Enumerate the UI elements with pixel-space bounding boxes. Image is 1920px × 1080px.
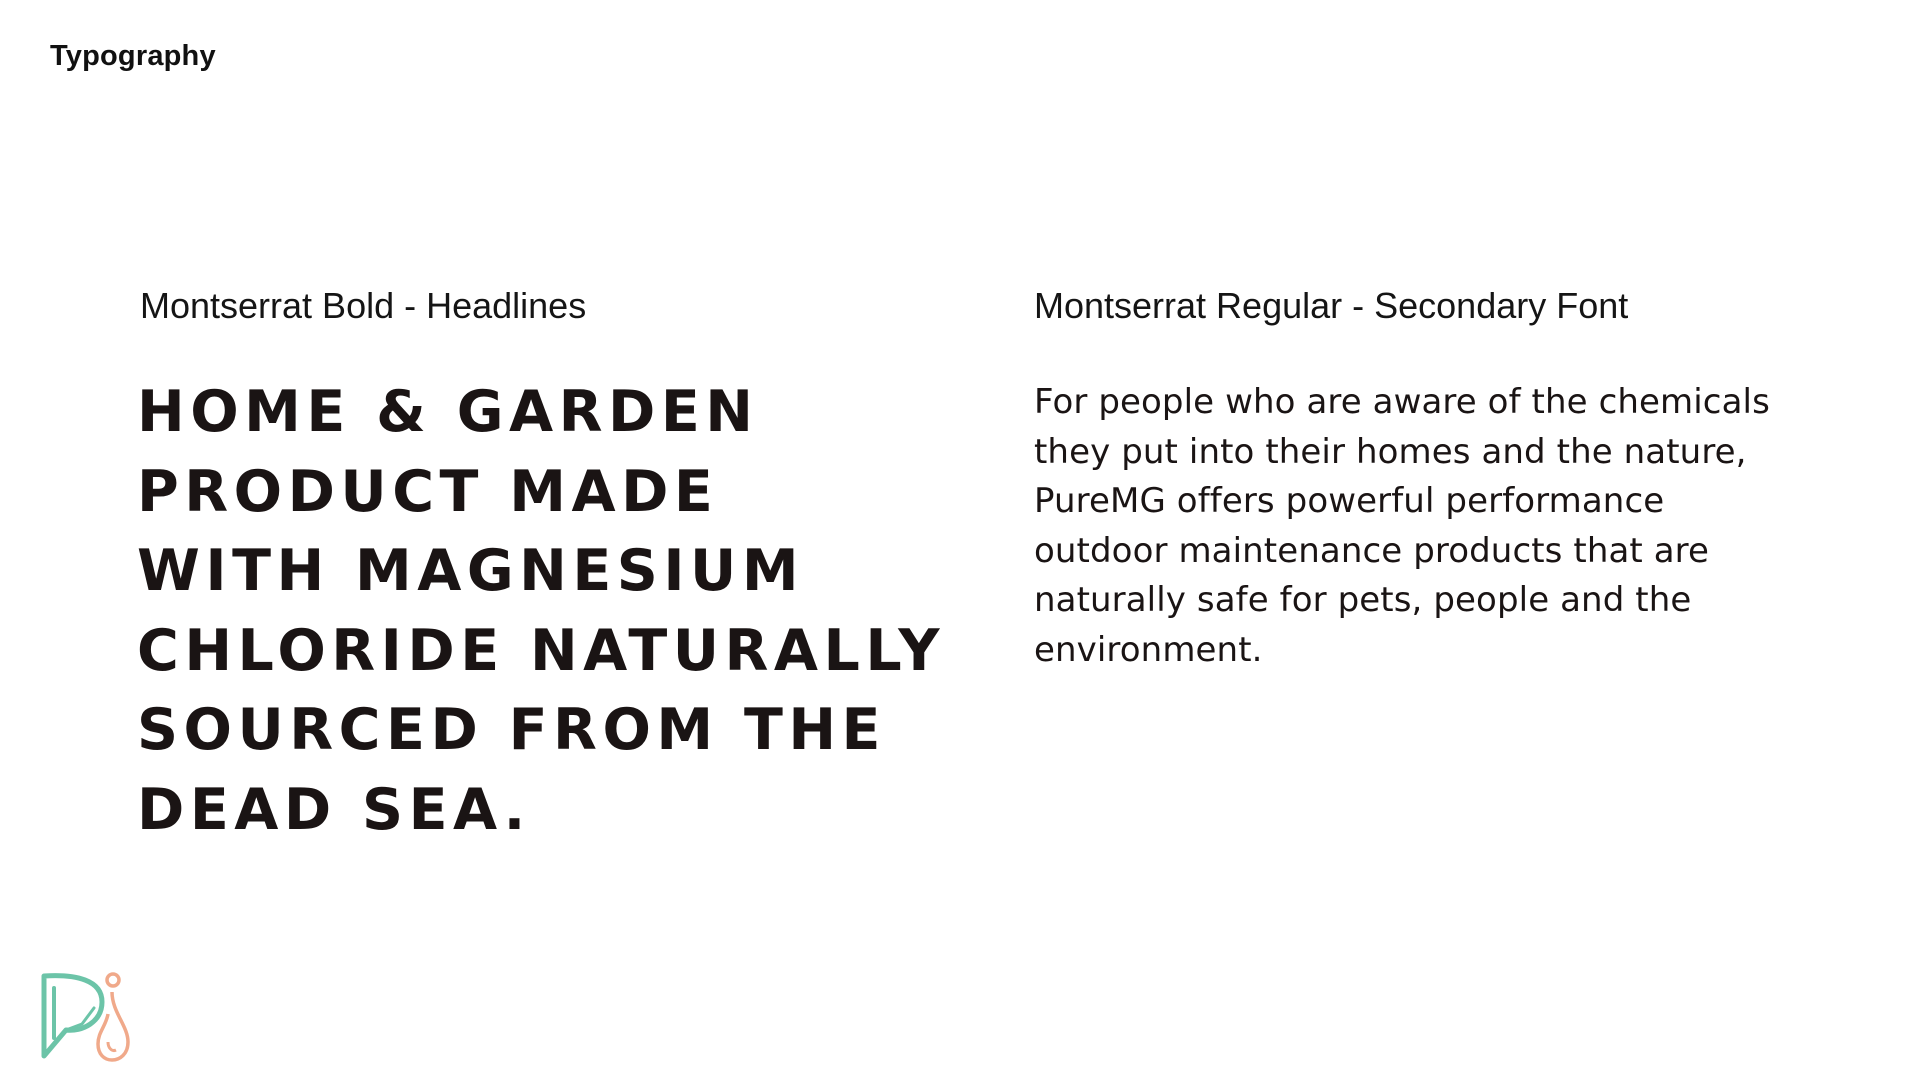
body-line: they put into their homes and the nature, bbox=[1034, 431, 1747, 472]
logo-i-mark bbox=[98, 974, 128, 1060]
headline-line: WITH MAGNESIUM bbox=[137, 538, 805, 604]
headline-line: HOME & GARDEN bbox=[137, 379, 759, 445]
page-title: Typography bbox=[50, 40, 216, 72]
primary-font-label: Montserrat Bold - Headlines bbox=[140, 285, 587, 326]
secondary-font-label: Montserrat Regular - Secondary Font bbox=[1034, 285, 1629, 326]
headline-sample bbox=[137, 373, 945, 850]
headline-line: DEAD SEA. bbox=[137, 776, 531, 843]
body-line: For people who are aware of the chemicals bbox=[1034, 382, 1770, 422]
headline-line: SOURCED FROM THE bbox=[137, 697, 886, 763]
body-line: environment. bbox=[1034, 629, 1263, 670]
secondary-font-sample bbox=[1034, 378, 1770, 676]
headline-line: CHLORIDE NATURALLY bbox=[137, 617, 946, 684]
logo-p-mark bbox=[44, 976, 102, 1056]
brand-monogram-icon bbox=[36, 968, 140, 1064]
headline-line: PRODUCT MADE bbox=[137, 458, 719, 525]
body-line: PureMG offers powerful performance bbox=[1034, 481, 1665, 522]
body-line: naturally safe for pets, people and the bbox=[1034, 580, 1692, 621]
body-line: outdoor maintenance products that are bbox=[1034, 530, 1710, 571]
